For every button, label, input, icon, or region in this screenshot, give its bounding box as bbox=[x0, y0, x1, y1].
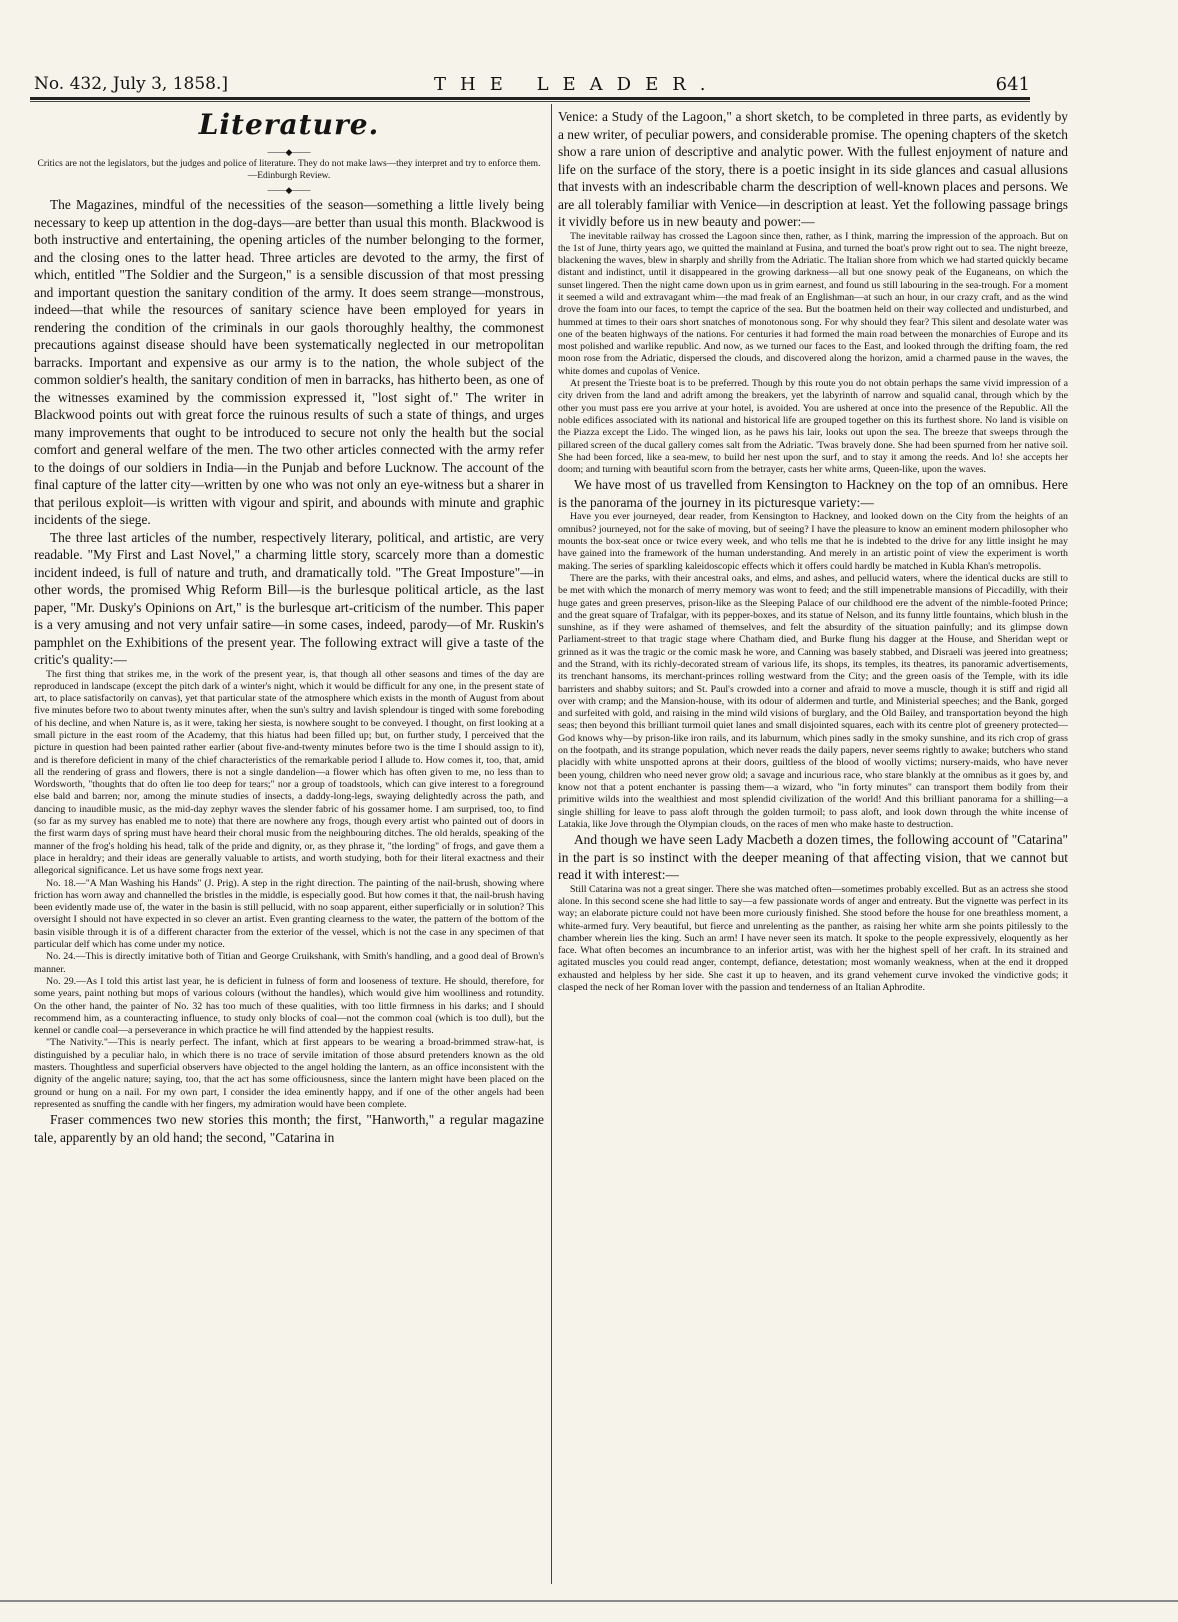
extract-paragraph: No. 29.—As I told this artist last year, he is deficient in fulness of form and looseness of texture. He should, therefore, for some years, paint nothing but mops of various colours (without the handles), which would give him woolliness and rotundity. On the other hand, the painter of No. 32 has too much of these qualities, with too little firmness in his darks; and I should recommend him, as a counteracting influence, to study only blocks of coal—not the common coal (which is too dull), but the kennel or candle coal—a perseverance in which practice he will find attended by the happiest results. bbox=[34, 975, 544, 1037]
body-paragraph: The Magazines, mindful of the necessities of the season—something a little lively being necessary to keep up attention in the dog-days—are better than usual this month. Blackwood is both instructive and entertaining, the opening articles of the number belonging to the former, and the closing ones to the latter head. Three articles are devoted to the army, the first of which, entitled "The Soldier and the Surgeon," is a sensible discussion of that most pressing and important question the sanitary condition of the army. It does seem strange—monstrous, indeed—that while the resources of sanitary science have been employed for years in rendering the condition of the criminals in our gaols thoroughly healthy, the commonest precautions against disease should have been systematically neglected in our metropolitan barracks. Important and expensive as our army is to the nation, the whole subject of the common soldier's health, the sanitary condition of men in barracks, has hitherto been, as one of the witnesses examined by the commission expressed it, "lost sight of." The writer in Blackwood points out with great force the ruinous results of such a state of things, and urges many improvements that ought to be introduced to secure not only the health but the social comfort and general welfare of the men. The two other articles connected with the army refer to the doings of our soldiers in India—in the Punjab and before Lucknow. The account of the final capture of the latter city—written by one who was not only an eye-witness but a sharer in that perilous exploit—is written with vigour and spirit, and abounds with minute and graphic incidents of the siege. bbox=[34, 197, 544, 527]
section-motto: Critics are not the legislators, but the judges and police of literature. They do not make laws—they interpret and try to enforce them.—Edinburgh Review. bbox=[37, 159, 541, 181]
extract-paragraph: Still Catarina was not a great singer. There she was matched often—sometimes probably excelled. But as an actress she stood alone. In this second scene she had little to say—a few passionate words of anger and entreaty. But the vignette was perfect in its way; an elaborate picture could not have been more curiously finished. She stood before the house for one breathless moment, a white-armed fury. Very beautiful, but fierce and unrelenting as the panther, as raising her white arm she points pitilessly to the chamber wherein lies the king. Such an arm! I have never seen its match. It spoke to the people expressively, eloquently as her face. What often becomes an incumbrance to an inferior artist, was with her the highest spell of her craft. In its strained and agitated muscles you could read anger, contempt, defiance, detestation; most womanly weakness, when at the end it dropped exhausted and helpless by her side. She cast it up to heaven, and its grand vehement curve invoked the vindictive gods; it clasped the neck of her Roman lover with the passion and tenderness of an Italian Aphrodite. bbox=[558, 883, 1068, 994]
newspaper-title: THE LEADER. bbox=[434, 74, 720, 95]
extract-paragraph: "The Nativity."—This is nearly perfect. The infant, which at first appears to be wearing a broad-brimmed straw-hat, is distinguished by a peculiar halo, in which there is no trace of servile imitation of those absurd pretenders known as the old masters. Thoughtless and superficial observers have objected to the angel holding the lantern, as an office inconsistent with the dignity of the angelic nature; saying, too, that the act has some officiousness, since the lantern might have been placed on the ground or hung on a nail. For my own part, I consider the idea eminently happy, and if one of the other angels had been represented as snuffing the candle with her fingers, my admiration would have been complete. bbox=[34, 1037, 544, 1110]
body-paragraph: And though we have seen Lady Macbeth a dozen times, the following account of "Catarina" in the part is so instinct with the deeper meaning of that affecting vision, that we cannot but read it with interest:— bbox=[558, 832, 1068, 883]
section-heading: Literature. bbox=[198, 108, 380, 141]
extract-paragraph: There are the parks, with their ancestral oaks, and elms, and ashes, and pellucid waters, where the identical ducks are still to be met with which the monarch of merry memory was wont to feed; and the still impenetrable mansions of Piccadilly, with their huge gates and green preserves, prison-like as the Sleeping Palace of our childhood ere the advent of the nimble-footed Prince; and the great square of Trafalgar, with its pepper-boxes, and its statue of Nelson, and its funny little fountains, which blush in the sunshine, as if they were ashamed of themselves, and felt the absurdity of the situation painfully; and its glimpse down Parliament-street to that tragic stage where Chatham died, and Burke flung his dagger at the House, and Sheridan wept or grinned as it was the tragic or the comic mask he wore, and Canning was basely stabbed, and Disraeli was jeered into greatness; and the Strand, with its richly-decorated stream of various life, its shops, its temples, its theatres, its panoramic advertisements, its trenchant hansoms, its merchant-princes rolling westward from the City; and the green oasis of the Temple, with its idle barristers and shabby suitors; and St. Paul's crowded into a corner and afraid to move a muscle, though it is stiff and rigid all over with cramp; and the Mansion-house, with its odour of aldermen and turtle, and Ministerial speeches; and the Bank, gorged and surfeited with gold, and raising in the mind wild visions of burglary, and the Old Bailey, and transportation beyond the high seas; then beyond this brilliant turmoil quiet lanes and small disjointed squares, each with its centre plot of greenery protected—God knows why—by prison-like iron rails, and its laburnum, which pines sadly in the smoky sunshine, and its rich crop of grass on the footpath, and its strange population, which never reads the daily papers, never seems rightly to awake; butchers who stand placidly with white unspotted aprons at their doors, guiltless of the blood of woolly victims; nursery-maids, who have never been young, children who need never grow old; a savage and incurious race, who stare blankly at the omnibus as it goes by, and know not that a potent enchanter is passing them—a wizard, who "in forty minutes" can transport them bodily from their primitive wilds into the wealthiest and most splendid civilization of the world! And this brilliant panorama for a shilling—a single shilling for leave to pass aloft through the golden turmoil; to pass aloft, and look down through the white incense of Latakia, like Jove through the Olympian clouds, on the races of men who make haste to destruction. bbox=[558, 572, 1068, 830]
left-column bbox=[34, 108, 544, 1146]
extract-paragraph: No. 18.—"A Man Washing his Hands" (J. Prig). A step in the right direction. The painting of the nail-brush, showing where friction has worn away and channelled the bristles in the middle, is especially good. But how comes it that, the nail-brush having been evidently made use of, the water in the basin is still pellucid, with no soap apparent, either superficially or in solution? This oversight I should not have expected in so clever an artist. Even granting clearness to the water, the pattern of the bottom of the basin visible through it is of a different character from the exterior of the vessel, which is not the case in any specimen of that particular delf which has come under my notice. bbox=[34, 877, 544, 951]
extract-paragraph: No. 24.—This is directly imitative both of Titian and George Cruikshank, with Smith's handling, and a good deal of Brown's manner. bbox=[34, 951, 544, 975]
right-column bbox=[558, 108, 1068, 994]
page-bottom-edge bbox=[0, 1600, 1178, 1602]
body-paragraph: We have most of us travelled from Kensington to Hackney on the top of an omnibus. Here is the panorama of the journey in its picturesque variety:— bbox=[558, 477, 1068, 510]
header-rule bbox=[30, 97, 1030, 100]
extract-paragraph: Have you ever journeyed, dear reader, from Kensington to Hackney, and looked down on the City from the heights of an omnibus? journeyed, not for the sake of moving, but of seeing? I have the pleasure to know an eminent modern philosopher who mounts the box-seat once or twice every week, and who tells me that he is indebted to the drive for any little insight he may have gained into the framework of the human understanding. And merely in an artistic point of view the experiment is worth making. The series of sparkling kaleidoscopic effects which it offers could hardly be matched in Kubla Khan's metropolis. bbox=[558, 511, 1068, 572]
body-paragraph: Fraser commences two new stories this month; the first, "Hanworth," a regular magazine tale, apparently by an old hand; the second, "Catarina in bbox=[34, 1112, 544, 1145]
body-paragraph: The three last articles of the number, respectively literary, political, and artistic, are very readable. "My First and Last Novel," a charming little story, scarcely more than a domestic incident indeed, is full of nature and truth, and dramatically told. "The Great Imposture"—in other words, the promised Whig Reform Bill—is the burlesque political article, as the last paper, "Mr. Dusky's Opinions on Art," is the burlesque art-criticism of the number. This paper is a very amusing and not very unfair satire—in some cases, indeed, parody—of Mr. Ruskin's pamphlet on the Exhibitions of the present year. The following extract will give a taste of the critic's quality:— bbox=[34, 529, 544, 667]
column-divider bbox=[551, 104, 552, 1584]
header-rule-thin bbox=[30, 101, 1030, 102]
ornament-divider: ——◆—— bbox=[267, 147, 311, 157]
extract-paragraph: The inevitable railway has crossed the Lagoon since then, rather, as I think, marring the impression of the approach. But on the 1st of June, thirty years ago, we quitted the mainland at Fusina, and turned the boat's prow right out to sea. The night breeze, blackening the waves, blew in sharply and shrilly from the Adriatic. The Italian shore from which we had started quickly became distant and indistinct, until it disappeared in the growing darkness—all but one snowy peak of the Euganeans, on which the sunset lingered. Then the night came down upon us in grim earnest, and found us still labouring in the sea-trough. For a moment it seemed a wild and extravagant whim—the mad freak of an Englishman—at such an hour, in our crazy craft, and as the wind drove the foam into our faces, to tempt the caprice of the sea. But the boatmen held on their way collected and undisturbed, and hummed at times to their oars short snatches of monotonous song. For why should they fear? This silent and desolate water was one of the beaten highways of the nations. For centuries it had formed the main road between the monarchies of Europe and its most polished and warlike republic. And now, as we turned our faces to the East, and looked through the drifting foam, the red moon rose from the Adriatic, dispersed the clouds, and discovered along the horizon, amid a charmed pause in the waves, the white domes and cupolas of Venice. bbox=[558, 230, 1068, 377]
body-paragraph: Venice: a Study of the Lagoon," a short sketch, to be completed in three parts, as evidently by a new writer, of peculiar powers, and considerable promise. The opening chapters of the sketch show a rare union of descriptive and analytic power. With the fullest enjoyment of nature and life on the surface of the story, there is a poetic insight in its side glances and casual allusions that invests with an indescribable charm the description of well-known places and persons. We are all tolerably familiar with Venice—in description at least. Yet the following passage brings it vividly before us in new beauty and power:— bbox=[558, 109, 1068, 229]
extract-paragraph: At present the Trieste boat is to be preferred. Though by this route you do not obtain perhaps the same vivid impression of a city driven from the land and adrift among the breakers, yet the labyrinth of narrow and squalid canal, through which by the other you must pass ere you arrive at your hotel, is avoided. You are ushered at once into the presence of the Republic. All the noble edifices associated with its national and historical life are grouped together on this its furthest shore. No land is visible on the Piazza except the Lido. The winged lion, as he paws his lair, looks out upon the sea. The breeze that sweeps through the pillared screen of the ducal gallery comes salt from the Adriatic. 'Twas bravely done. She had been spurned from her native soil. She had been forced, like a sea-mew, to build her nest upon the surf, and to stay it among the reeds. And lo! she accepts her doom; and turning with beautiful scorn from the betrayer, casts her white arms, Queen-like, upon the waves. bbox=[558, 378, 1068, 476]
issue-line: No. 432, July 3, 1858.] bbox=[34, 74, 229, 94]
page-number: 641 bbox=[995, 74, 1030, 95]
ornament-divider: ——◆—— bbox=[267, 185, 311, 195]
extract-paragraph: The first thing that strikes me, in the work of the present year, is, that though all other seasons and times of the day are reproduced in landscape (except the pitch dark of a winter's night, which it would be difficult for any one, in the present state of art, to place satisfactorily on canvas), yet that particular state of the atmosphere which exists in the month of August from about five minutes before two to about twenty minutes after, when the sun's sultry and lavish splendour is tinged with some foreboding of his decline, and when Nature is, as it were, taking her siesta, is nowhere sought to be conveyed. I thought, on first looking at a small picture in the east room of the Academy, that this hiatus had been filled up; but, on further study, I perceived that the picture in question had been painted rather earlier (about five-and-twenty minutes before two is the time I should assign to it), and is therefore deficient in many of the chief characteristics of the remarkable period I allude to. How comes it, too, that, amid all the rendering of grass and flowers, there is not a single dandelion—a flower which has often given to me, no less than to Wordsworth, "thoughts that do often lie too deep for tears;" nor a group of toadstools, which can give interest to a foreground else bald and barren; nor, among the minute studies of insects, a daddy-long-legs, swaying delightedly across the path, and dancing to inaudible music, as the mid-day zephyr waves the slender fabric of his gossamer home. I am surprised, too, to find (so far as my survey has enabled me to note) that there are nowhere any frogs, though every artist who painted out of doors in the first warm days of spring must have heard their choral music from the neighbouring ditches. The old heralds, speaking of the manner of the frog's holding his head, talk of the pride and dignity, or, as they phrase it, "the lording" of frogs, and gave them a place in heraldry; and their ideas are generally valuable to artists, and worth studying, both for their literal exactness and their allegorical significance. Let us have some frogs next year. bbox=[34, 668, 544, 877]
